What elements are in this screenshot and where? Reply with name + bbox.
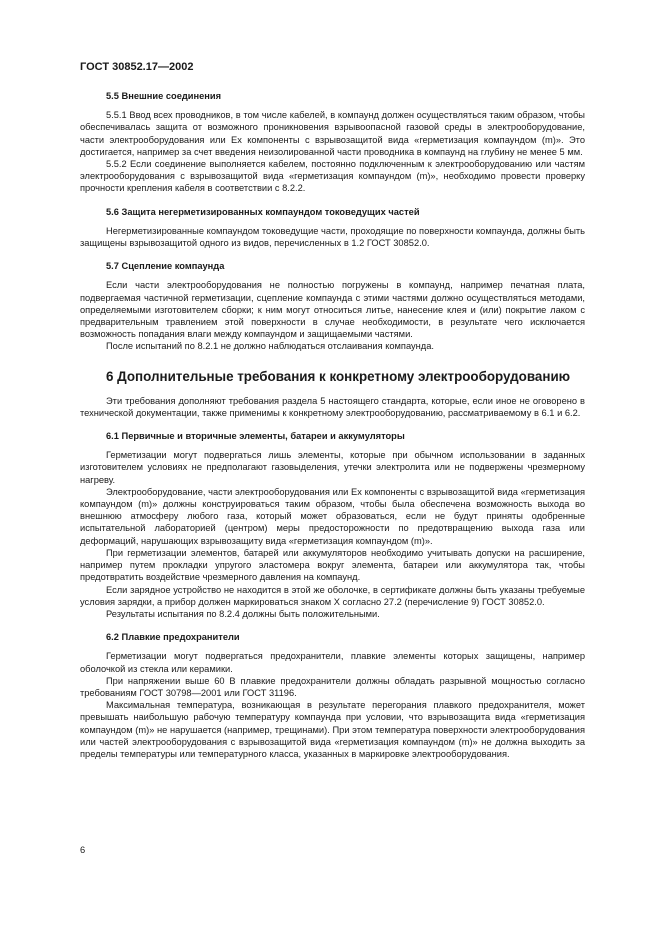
paragraph-6-2-2: При напряжении выше 60 В плавкие предохранители должны обладать разрывной мощностью согласно требованиям ГОСТ 30798—2001 или ГОСТ 31196. [80, 675, 585, 698]
page-number: 6 [80, 845, 86, 855]
paragraph-6-2-3: Максимальная температура, возникающая в результате перегорания плавкого предохранителя, может превышать наибольшую рабочую температуру компаунда при условии, что взрывозащита вида «герметизация компаундом (m)» не нарушается (например, трещинами). При этом температура поверхности электрооборудования или частей электрооборудования с взрывозащитой вида «герметизация компаундом (m)» не должна выходить за пределы температуры или температурного класса, указанных в маркировке электрооборудования. [80, 700, 585, 759]
paragraph-5-7-2: После испытаний по 8.2.1 не должно наблюдаться отслаивания компаунда. [106, 341, 434, 352]
document-code-header: ГОСТ 30852.17—2002 [80, 61, 194, 73]
heading-6-2: 6.2 Плавкие предохранители [106, 632, 240, 643]
paragraph-5-6: Негерметизированные компаундом токоведущие части, проходящие по поверхности компаунда, должны быть защищены взрывозащитой одного из видов, перечисленных в 1.2 ГОСТ 30852.0. [80, 225, 585, 249]
heading-5-7: 5.7 Сцепление компаунда [106, 261, 225, 272]
paragraph-6-2-1: Герметизации могут подвергаться предохранители, плавкие элементы которых защищены, например оболочкой из стекла или керамики. [80, 651, 585, 674]
paragraph-6-1-2: Электрооборудование, части электрооборудования или Ex компоненты с взрывозащитой вида «герметизация компаундом (m)» должны конструироваться таким образом, чтобы была обеспечена возможность выхода во внешнюю атмосферу любого газа, который может образоваться, если не будут приняты одобренные испытательной лабораторией (центром) меры предосторожности по предотвращению выхода газа или деформаций, нарушающих взрывозащиту вида «герметизация компаундом (m)». [80, 486, 585, 546]
paragraph-6-1-5: Результаты испытания по 8.2.4 должны быть положительными. [106, 608, 380, 619]
paragraph-6-1-1: Герметизации могут подвергаться лишь элементы, которые при обычном использовании в заданных изготовителем условиях не предполагают газовыделения, утечки электролита или не подвержены чрезмерному нагреву. [80, 450, 585, 485]
paragraph-5-5-2: 5.5.2 Если соединение выполняется кабелем, постоянно подключенным к электрооборудованию или частям электрооборудования с взрывозащитой вида «герметизация компаундом (m)», необходимо провести проверку прочности крепления кабеля в соответствии с 8.2.2. [80, 159, 585, 194]
paragraph-6-1-4: Если зарядное устройство не находится в этой же оболочке, в сертификате должны быть указаны требуемые условия зарядки, а прибор должен маркироваться знаком X согласно 27.2 (перечисление 9) ГОСТ 30852.0. [80, 584, 585, 607]
heading-5-5: 5.5 Внешние соединения [106, 91, 222, 101]
heading-5-6: 5.6 Защита негерметизированных компаундом токоведущих частей [106, 206, 420, 217]
page-body [80, 90, 585, 760]
paragraph-6-1-3: При герметизации элементов, батарей или аккумуляторов необходимо учитывать допуски на расширение, например путем прокладки упругого эластомера вокруг элемента, батареи или аккумулятора так, чтобы предотвратить воздействие чрезмерного давления на компаунд. [80, 547, 585, 583]
heading-6-1: 6.1 Первичные и вторичные элементы, батареи и аккумуляторы [106, 431, 405, 442]
paragraph-6: Эти требования дополняют требования раздела 5 настоящего стандарта, которые, если иное не оговорено в технической документации, также применимы к конкретному электрооборудованию, рассматриваемому в 6.1 и 6.2. [80, 395, 585, 418]
heading-6: 6 Дополнительные требования к конкретному электрооборудованию [106, 368, 571, 384]
paragraph-5-7-1: Если части электрооборудования не полностью погружены в компаунд, например печатная плата, подвергаемая частичной герметизации, сцепление компаунда с этими частями должно осуществляться методами, определяемыми изготовителем сборки; к ним могут относиться литье, нанесение клея и (или) покрытие лаком с предварительным травлением этой поверхности в случае необходимости, в результате чего исключается возможность попадания влаги между компаундом и защищаемыми частями. [80, 280, 585, 340]
paragraph-5-5-1: 5.5.1 Ввод всех проводников, в том числе кабелей, в компаунд должен осуществляться таким образом, чтобы обеспечивалась защита от возможного проникновения взрывоопасной газовой среды в электрооборудование, части электрооборудования или Ex компоненты с взрывозащитой вида «герметизация компаундом (m)». Это достигается, например за счет введения неизолированной части проводника в компаунд на глубину не менее 5 мм. [80, 110, 585, 157]
